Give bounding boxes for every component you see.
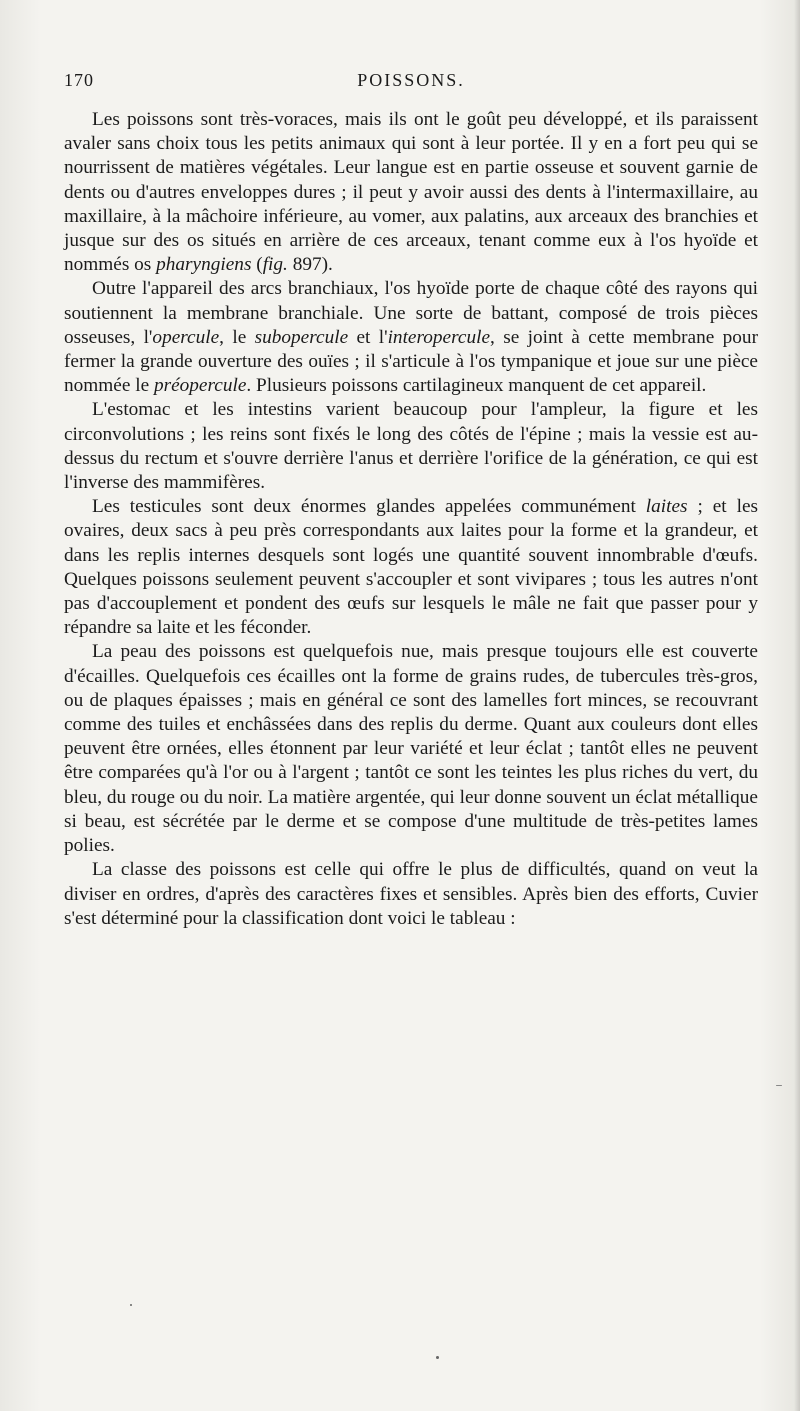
paragraph-branchial-apparatus <box>64 277 758 398</box>
text-segment: 897). <box>287 254 333 276</box>
text-segment: , le <box>219 326 255 348</box>
paragraph-skin-scales <box>64 640 758 858</box>
running-head: POISSONS. <box>357 70 465 90</box>
text-segment: La peau des poissons est quelquefois nue, mais presque toujours elle est couverte d'écailles. Quelquefois ces écailles ont la forme de grains rudes, de tubercules très-gros, ou de plaques épaisses ; mais en général ce sont des lamelles fort minces, se recouvrant comme des tuiles et enchâssées dans des replis du derme. Quant aux couleurs dont elles peuvent être ornées, elles étonnent par leur variété et leur éclat ; tantôt elles ne peuvent être comparées qu'à l'or ou à l'argent ; tantôt ce sont les teintes les plus riches du vert, du bleu, du rouge ou du noir. La matière argentée, qui leur donne souvent un éclat métallique si beau, est sécrétée par le derme et se compose d'une multitude de très-petites lames polies. <box>64 641 758 857</box>
paragraph-reproduction <box>64 495 758 640</box>
paragraph-diet-teeth <box>64 108 758 277</box>
text-segment: Outre l'appareil des arcs branchiaux, l'os hyoïde porte de chaque côté des rayons qui soutiennent la membrane branchiale. Une sorte de battant, composé de trois pièces osseuses, l' <box>64 278 758 348</box>
text-segment: ; et les ovaires, deux sacs à peu près correspondants aux laites pour la forme et la grandeur, et dans les replis internes desquels sont logés une quantité souvent innombrable d'œufs. Quelques poissons seulement peuvent s'accoupler et sont vivipares ; tous les autres n'ont pas d'accouplement et pondent des œufs sur lesquels le mâle ne fait que passer pour y répandre sa laite et les féconder. <box>64 496 759 639</box>
text-segment: et l' <box>348 326 388 348</box>
paper-speck <box>130 1304 132 1306</box>
italic-term: subopercule <box>254 326 349 348</box>
text-segment: ( <box>251 254 263 276</box>
italic-term: interopercule <box>387 326 491 348</box>
page-number: 170 <box>64 70 94 90</box>
italic-term: opercule <box>152 326 220 348</box>
text-segment: La classe des poissons est celle qui offre le plus de difficultés, quand on veut la diviser en ordres, d'après des caractères fixes et sensibles. Après bien des efforts, Cuvier s'est déterminé pour la classification dont voici le tableau : <box>64 859 758 929</box>
figure-ref: fig. <box>262 254 288 276</box>
text-segment: Les poissons sont très-voraces, mais ils ont le goût peu développé, et ils paraissent avaler sans choix tous les petits animaux qui sont à leur portée. Il y en a fort peu qui se nourrissent de matières végétales. Leur langue est en partie osseuse et souvent garnie de dents ou d'autres enveloppes dures ; il peut y avoir aussi des dents à l'intermaxillaire, au maxillaire, à la mâchoire inférieure, au vomer, aux palatins, aux arceaux des branchies et jusque sur des os situés en arrière de ces arceaux, tenant comme eux à l'os hyoïde et nommés os <box>64 109 758 276</box>
italic-term: préopercule <box>153 375 247 397</box>
paragraph-digestion <box>64 398 758 495</box>
text-segment: , se joint à cette membrane pour fermer la grande ouverture des ouïes ; il s'articule à l'os tympanique et joue sur une pièce nommée le <box>64 326 758 397</box>
text-segment: . Plusieurs poissons cartilagineux manquent de cet appareil. <box>246 375 707 397</box>
italic-term: pharyngiens <box>156 254 252 276</box>
italic-term: laites <box>645 496 688 518</box>
body-text <box>64 108 758 931</box>
page-header <box>64 70 758 96</box>
paper-speck <box>436 1356 439 1359</box>
paper-speck <box>776 1085 782 1086</box>
text-segment: Les testicules sont deux énormes glandes appelées communément <box>92 496 646 518</box>
paragraph-classification <box>64 858 758 931</box>
text-segment: L'estomac et les intestins varient beaucoup pour l'ampleur, la figure et les circonvolutions ; les reins sont fixés le long des côtés de l'épine ; mais la vessie est au-dessus du rectum et s'ouvre derrière l'anus et derrière l'orifice de la génération, ce qui est l'inverse des mammifères. <box>64 399 758 494</box>
